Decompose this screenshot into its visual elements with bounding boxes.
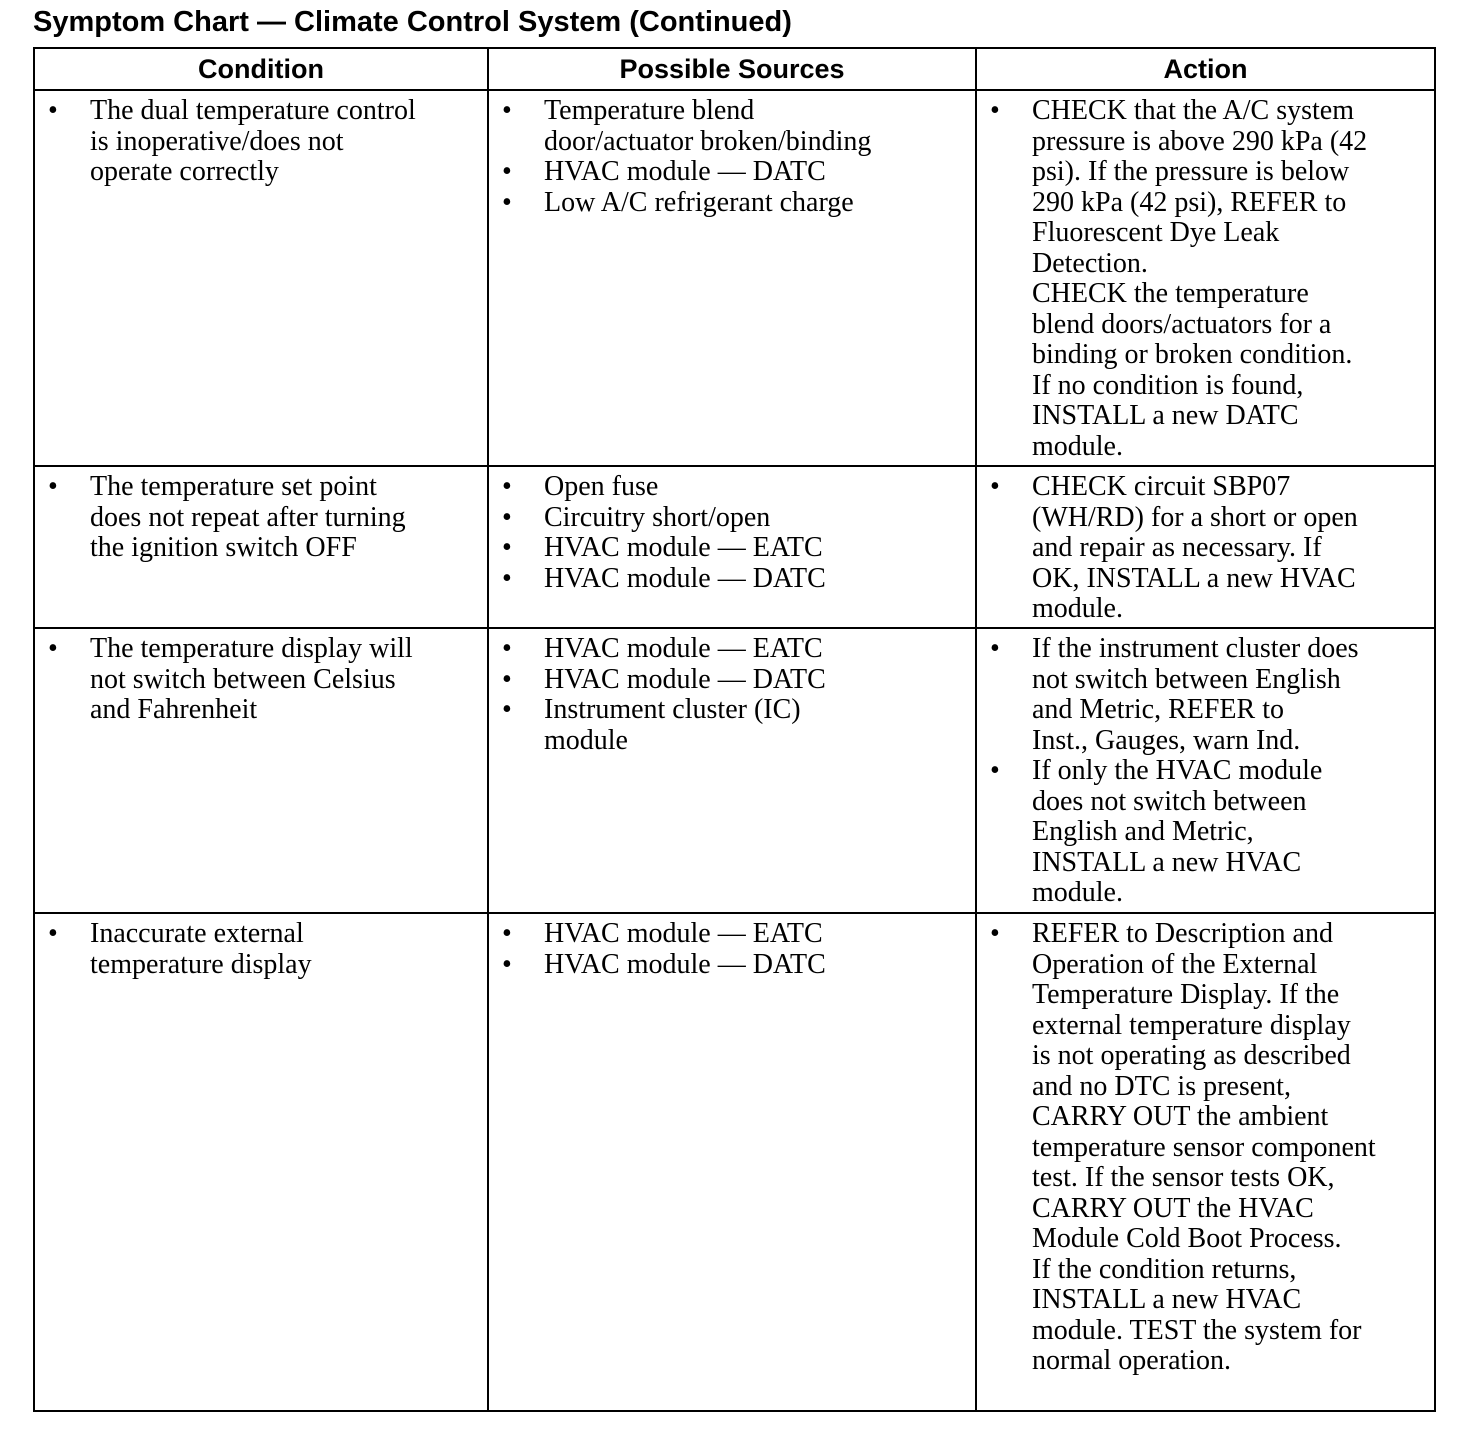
list-item-text-line: module	[544, 724, 628, 756]
list-item-text-line: binding or broken condition.	[1032, 339, 1353, 370]
list-item	[977, 472, 1426, 625]
bullet-list	[977, 629, 1434, 909]
list-item-text-line: does not switch between	[1032, 785, 1307, 817]
list-item-text-line: and no DTC is present,	[1032, 1070, 1291, 1102]
action-cell	[976, 466, 1435, 628]
bullet-list	[35, 467, 487, 564]
bullet-list	[977, 914, 1434, 1377]
list-item-text-line: blend doors/actuators for a	[1032, 308, 1332, 340]
list-item-text-line: temperature sensor component	[1032, 1131, 1376, 1163]
list-item-text-line: • CHECK that the A/C system	[1032, 95, 1354, 126]
list-item-text-line: module.	[1032, 430, 1123, 462]
list-item-text-line: • HVAC module — EATC	[544, 532, 823, 563]
list-item-text-line: normal operation.	[1032, 1345, 1232, 1376]
bullet-list	[35, 914, 487, 980]
table-header-row	[34, 48, 1435, 90]
list-item-text-line: test. If the sensor tests OK,	[1032, 1162, 1335, 1193]
list-item-text-line: is inoperative/does not	[90, 125, 344, 157]
list-item-text-line: and Metric, REFER to	[1032, 694, 1284, 725]
list-item-text-line: • HVAC module — EATC	[544, 633, 823, 664]
list-item-text-line: external temperature display	[1032, 1009, 1351, 1041]
action-cell	[976, 913, 1435, 1411]
bullet-list	[489, 914, 975, 980]
list-item-text-line: does not repeat after turning	[90, 501, 406, 533]
list-item-text-line: not switch between Celsius	[90, 663, 396, 695]
list-item	[489, 188, 967, 219]
list-item-text-line: Detection.	[1032, 247, 1148, 279]
condition-cell	[34, 90, 488, 466]
list-item	[489, 503, 967, 534]
list-item-text-line: • If only the HVAC module	[1032, 755, 1323, 786]
list-item	[35, 96, 479, 188]
list-item-text-line: OK, INSTALL a new HVAC	[1032, 562, 1356, 594]
bullet-list	[35, 91, 487, 188]
possible-sources-cell	[488, 90, 976, 466]
list-item-text-line: (WH/RD) for a short or open	[1032, 501, 1358, 533]
possible-sources-cell	[488, 466, 976, 628]
list-item-text-line: Fluorescent Dye Leak	[1032, 217, 1280, 248]
list-item-text-line: and Fahrenheit	[90, 694, 258, 725]
column-header-action: Action	[976, 48, 1435, 90]
list-item-text-line: module.	[1032, 877, 1123, 908]
list-item-text-line: INSTALL a new HVAC	[1032, 846, 1302, 878]
list-item-text-line: • Circuitry short/open	[544, 501, 771, 533]
list-item-text-line: • HVAC module — DATC	[544, 663, 826, 695]
bullet-list	[35, 629, 487, 726]
list-item	[489, 96, 967, 157]
symptom-chart-table	[33, 47, 1436, 1412]
bullet-list	[489, 467, 975, 594]
list-item-text-line: operate correctly	[90, 156, 279, 187]
table-row	[34, 90, 1435, 466]
list-item-text-line: • HVAC module — DATC	[544, 562, 826, 594]
list-item-text-line: Inst., Gauges, warn Ind.	[1032, 724, 1301, 756]
list-item	[489, 950, 967, 981]
list-item-text-line: is not operating as described	[1032, 1040, 1351, 1071]
list-item-text-line: module. TEST the system for	[1032, 1314, 1362, 1346]
list-item-text-line: • HVAC module — DATC	[544, 156, 826, 187]
list-item-text-line: door/actuator broken/binding	[544, 125, 872, 157]
list-item-text-line: • CHECK circuit SBP07	[1032, 471, 1291, 502]
list-item-text-line: and repair as necessary. If	[1032, 532, 1322, 563]
list-item-text-line: • Instrument cluster (IC)	[544, 694, 801, 725]
list-item	[35, 472, 479, 564]
list-item	[977, 634, 1426, 756]
bullet-list	[489, 629, 975, 756]
list-item	[489, 564, 967, 595]
bullet-list	[977, 91, 1434, 462]
list-item	[489, 157, 967, 188]
list-item-text-line: INSTALL a new DATC	[1032, 400, 1299, 431]
condition-cell	[34, 628, 488, 913]
list-item-text-line: 290 kPa (42 psi), REFER to	[1032, 186, 1347, 218]
list-item-text-line: CARRY OUT the HVAC	[1032, 1192, 1314, 1224]
list-item-text-line: psi). If the pressure is below	[1032, 156, 1350, 187]
list-item-text-line: Module Cold Boot Process.	[1032, 1223, 1342, 1254]
list-item	[35, 634, 479, 726]
list-item	[489, 472, 967, 503]
list-item	[489, 533, 967, 564]
possible-sources-cell	[488, 628, 976, 913]
list-item-text-line: If the condition returns,	[1032, 1253, 1297, 1285]
list-item-text-line: • The temperature display will	[90, 633, 413, 664]
list-item	[35, 919, 479, 980]
list-item-text-line: CHECK the temperature	[1032, 278, 1309, 309]
list-item-text-line: • If the instrument cluster does	[1032, 633, 1359, 664]
list-item-text-line: • HVAC module — EATC	[544, 918, 823, 949]
list-item-text-line: CARRY OUT the ambient	[1032, 1101, 1329, 1132]
table-row	[34, 913, 1435, 1411]
action-cell	[976, 90, 1435, 466]
list-item-text-line: English and Metric,	[1032, 816, 1254, 847]
bullet-list	[977, 467, 1434, 625]
page-title: Symptom Chart — Climate Control System (Continued)	[33, 6, 792, 38]
list-item	[977, 756, 1426, 909]
list-item-text-line: • Low A/C refrigerant charge	[544, 186, 854, 218]
possible-sources-cell	[488, 913, 976, 1411]
list-item-text-line: Operation of the External	[1032, 948, 1318, 980]
list-item	[977, 919, 1426, 1377]
list-item-text-line: the ignition switch OFF	[90, 532, 357, 563]
list-item-text-line: not switch between English	[1032, 663, 1341, 695]
list-item-text-line: • The dual temperature control	[90, 95, 416, 126]
list-item	[489, 919, 967, 950]
list-item-text-line: module.	[1032, 593, 1123, 624]
list-item-text-line: temperature display	[90, 948, 312, 980]
list-item-text-line: • Open fuse	[544, 471, 659, 502]
list-item-text-line: • Temperature blend	[544, 95, 755, 126]
list-item-text-line: If no condition is found,	[1032, 369, 1304, 401]
bullet-list	[489, 91, 975, 218]
list-item-text-line: • HVAC module — DATC	[544, 948, 826, 980]
list-item-text-line: INSTALL a new HVAC	[1032, 1284, 1302, 1315]
list-item	[489, 695, 967, 756]
condition-cell	[34, 466, 488, 628]
list-item-text-line: pressure is above 290 kPa (42	[1032, 125, 1368, 157]
condition-cell	[34, 913, 488, 1411]
list-item-text-line: • The temperature set point	[90, 471, 377, 502]
table-row	[34, 466, 1435, 628]
list-item	[977, 96, 1426, 462]
list-item-text-line: Temperature Display. If the	[1032, 979, 1340, 1010]
column-header-condition: Condition	[34, 48, 488, 90]
column-header-possible-sources: Possible Sources	[488, 48, 976, 90]
table-row	[34, 628, 1435, 913]
list-item	[489, 634, 967, 665]
list-item-text-line: • Inaccurate external	[90, 918, 304, 949]
action-cell	[976, 628, 1435, 913]
list-item-text-line: • REFER to Description and	[1032, 918, 1333, 949]
list-item	[489, 665, 967, 696]
